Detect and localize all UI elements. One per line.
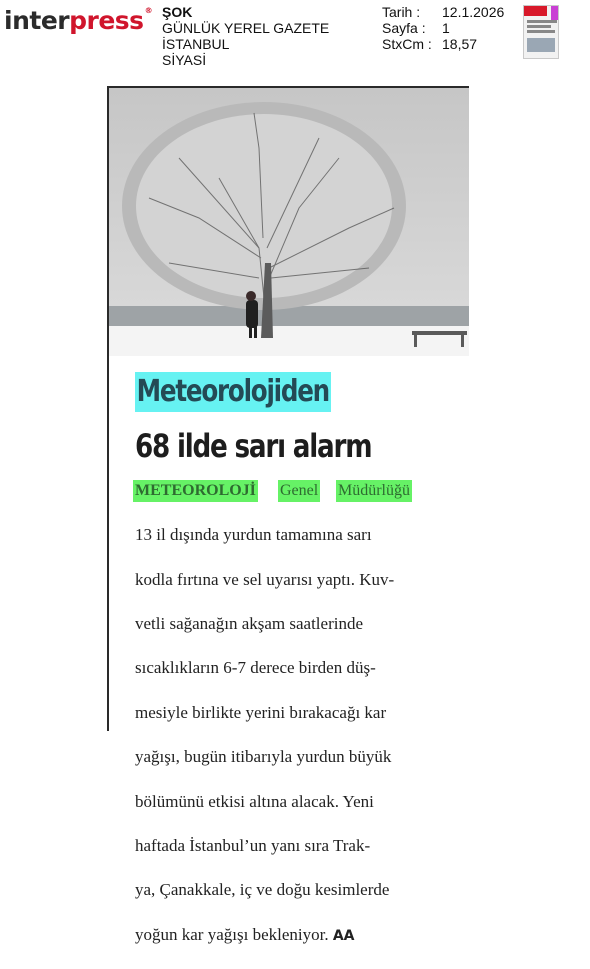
body-line: bölümünü etkisi altına alacak. Yeni (135, 791, 374, 811)
publication-section: SİYASİ (162, 52, 207, 68)
body-line: yağışı, bugün itibarıyla yurdun büyük (135, 747, 392, 767)
keyword-highlight: METEOROLOJİ (133, 480, 258, 502)
clip-info-row (382, 20, 504, 36)
interpress-logo (4, 6, 152, 35)
logo-registered-mark: ® (144, 6, 153, 15)
publication-city: İSTANBUL (162, 36, 230, 52)
headline-line-2: 68 ilde sarı alarm (135, 427, 372, 465)
body-line: haftada İstanbul’un yanı sıra Trak- (135, 836, 371, 856)
logo-part-press: press (69, 6, 144, 35)
body-line: mesiyle birlikte yerini bırakacağı kar (135, 702, 387, 722)
article-body (135, 502, 465, 969)
clip-info-row (382, 36, 504, 52)
body-line: 13 il dışında yurdun tamamına sarı (135, 525, 372, 545)
clip-info (382, 4, 504, 52)
source-credit: AA (332, 927, 355, 944)
clip-info-value-stxcm: 18,57 (442, 36, 478, 52)
publication-name: ŞOK (162, 4, 193, 20)
clip-info-value-page: 1 (442, 20, 450, 36)
keyword-highlight: Genel (278, 480, 320, 502)
news-clipping (107, 86, 469, 944)
clip-info-value-date: 12.1.2026 (442, 4, 505, 20)
publication-type: GÜNLÜK YEREL GAZETE (162, 20, 330, 36)
body-line: ya, Çanakkale, iç ve doğu kesimlerde (135, 880, 390, 900)
headline-line-1: Meteorolojiden (135, 372, 331, 412)
snowy-tree-photo (109, 88, 469, 356)
clip-info-row (382, 4, 504, 20)
clip-info-label-date: Tarih : (382, 4, 421, 20)
body-line-last: yoğun kar yağışı bekleniyor. AA (135, 924, 355, 944)
clip-info-label-page: Sayfa : (382, 20, 426, 36)
keyword-highlight: Müdürlüğü (336, 480, 412, 502)
body-line: sıcaklıkların 6-7 derece birden düş- (135, 658, 376, 678)
clip-info-label-stxcm: StxCm : (382, 36, 432, 52)
body-line: vetli sağanağın akşam saatlerinde (135, 614, 363, 634)
body-line: kodla fırtına ve sel uyarısı yaptı. Kuv- (135, 569, 395, 589)
clip-meta (162, 4, 329, 68)
logo-part-inter: inter (4, 6, 70, 35)
newspaper-page-thumbnail-icon[interactable] (523, 5, 559, 59)
